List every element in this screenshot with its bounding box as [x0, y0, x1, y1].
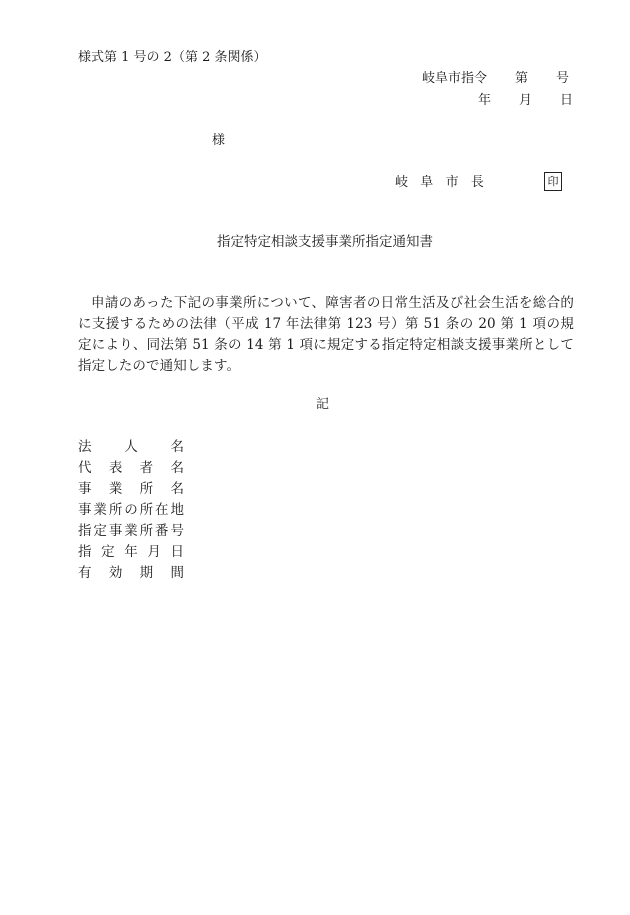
label-char: 事 [108, 523, 123, 539]
field-row-corporation-name [78, 437, 196, 458]
label-char: 日 [170, 544, 184, 560]
date-month: 月 [519, 93, 533, 108]
field-row-office-name [78, 479, 196, 500]
label-char: 名 [170, 481, 184, 497]
label-char: 間 [170, 565, 184, 581]
label-char: 人 [124, 439, 138, 455]
directive-issuer: 岐阜市指令 [422, 71, 488, 86]
directive-go: 号 [556, 71, 570, 86]
sender-name-char: 市 [445, 175, 459, 190]
sender [395, 175, 484, 191]
field-label [78, 458, 184, 479]
sender-name-char: 長 [470, 175, 484, 190]
directive-reference [422, 71, 569, 87]
label-char: 有 [78, 565, 92, 581]
field-label [78, 521, 184, 542]
label-char: 代 [78, 460, 92, 476]
body-paragraph: 申請のあった下記の事業所について、障害者の日常生活及び社会生活を総合的に支援するための法律（平成 17 年法律第 123 号）第 51 条の 20 第 1 項の規定により、同法第 51 条の 14 第 1 項に規定する指定特定相談支援事業所として指定したので通知します。 [78, 295, 574, 374]
sender-name-char: 阜 [420, 175, 434, 190]
label-char: 指 [78, 544, 92, 560]
field-row-representative-name [78, 458, 196, 479]
label-char: 番 [155, 523, 169, 539]
field-label [78, 437, 184, 458]
sender-name-char: 岐 [395, 175, 409, 190]
label-char: 業 [108, 481, 123, 497]
label-char: 年 [124, 544, 138, 560]
label-char: 法 [78, 439, 92, 455]
label-char: 表 [108, 460, 123, 476]
label-char: 定 [93, 523, 107, 539]
label-char: 効 [108, 565, 123, 581]
label-char: 指 [78, 523, 92, 539]
ki-marker: 記 [316, 397, 330, 412]
field-label [78, 563, 184, 584]
sender-name [395, 175, 484, 190]
label-char: 名 [170, 439, 184, 455]
label-char: 地 [170, 502, 184, 518]
label-char: の [124, 502, 138, 518]
label-char: 所 [139, 523, 154, 539]
label-char: 所 [139, 502, 154, 518]
addressee-honorific: 様 [212, 133, 226, 148]
label-char: 期 [139, 565, 154, 581]
label-char: 業 [93, 502, 107, 518]
field-row-office-address [78, 500, 196, 521]
form-number: 様式第 1 号の 2（第 2 条関係） [78, 50, 267, 65]
document-title: 指定特定相談支援事業所指定通知書 [217, 234, 433, 250]
field-row-designation-date [78, 542, 196, 563]
date-year: 年 [478, 93, 492, 108]
label-char: 在 [155, 502, 169, 518]
field-row-office-number [78, 521, 196, 542]
label-char: 所 [139, 481, 154, 497]
field-label [78, 479, 184, 500]
issue-date [478, 93, 573, 109]
label-char: 定 [101, 544, 115, 560]
label-char: 所 [108, 502, 123, 518]
label-char: 事 [78, 481, 92, 497]
date-day: 日 [560, 93, 574, 108]
label-char: 者 [139, 460, 154, 476]
fields-list [78, 437, 196, 584]
directive-dai: 第 [515, 71, 529, 86]
field-row-validity-period [78, 563, 196, 584]
label-char: 月 [147, 544, 161, 560]
field-label [78, 542, 184, 563]
seal-mark: 印 [544, 172, 562, 191]
label-char: 号 [170, 523, 184, 539]
label-char: 業 [124, 523, 138, 539]
label-char: 名 [170, 460, 184, 476]
field-label [78, 500, 184, 521]
label-char: 事 [78, 502, 92, 518]
